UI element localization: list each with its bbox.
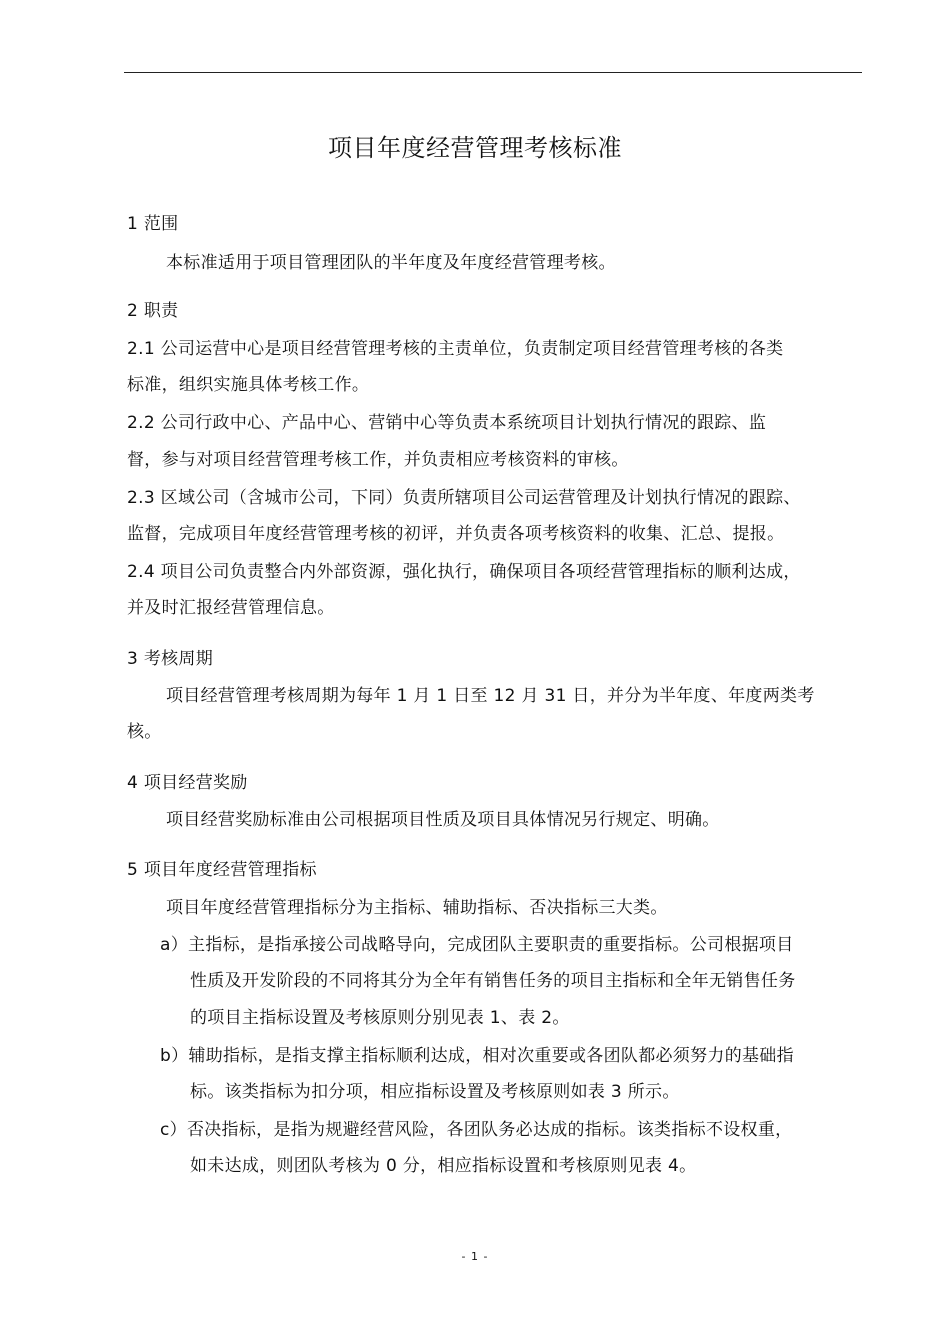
section-2-heading: 2 职责 xyxy=(127,301,179,321)
section-4-paragraph: 项目经营奖励标准由公司根据项目性质及项目具体情况另行规定、明确。 xyxy=(166,810,720,830)
document-title: 项目年度经营管理考核标准 xyxy=(328,134,622,162)
section-2-1-line-2: 标准，组织实施具体考核工作。 xyxy=(127,375,370,395)
section-5-heading: 5 项目年度经营管理指标 xyxy=(127,860,317,880)
item-b-line-1: b）辅助指标，是指支撑主指标顺利达成，相对次重要或各团队都必须努力的基础指 xyxy=(160,1046,794,1066)
section-3-heading: 3 考核周期 xyxy=(127,649,214,669)
item-b-line-2: 标。该类指标为扣分项，相应指标设置及考核原则如表 3 所示。 xyxy=(190,1082,680,1102)
section-2-2-line-1: 2.2 公司行政中心、产品中心、营销中心等负责本系统项目计划执行情况的跟踪、监 xyxy=(127,413,767,433)
section-2-2-line-2: 督，参与对项目经营管理考核工作，并负责相应考核资料的审核。 xyxy=(127,450,629,470)
section-2-3-line-1: 2.3 区域公司（含城市公司，下同）负责所辖项目公司运营管理及计划执行情况的跟踪、 xyxy=(127,488,801,508)
item-a-line-1: a）主指标，是指承接公司战略导向，完成团队主要职责的重要指标。公司根据项目 xyxy=(160,935,794,955)
item-c-line-1: c）否决指标，是指为规避经营风险，各团队务必达成的指标。该类指标不设权重， xyxy=(160,1120,793,1140)
item-c-line-2: 如未达成，则团队考核为 0 分，相应指标设置和考核原则见表 4。 xyxy=(190,1156,697,1176)
section-2-4-line-1: 2.4 项目公司负责整合内外部资源，强化执行，确保项目各项经营管理指标的顺利达成， xyxy=(127,562,801,582)
item-a-line-2: 性质及开发阶段的不同将其分为全年有销售任务的项目主指标和全年无销售任务 xyxy=(190,971,796,991)
page-number: - 1 - xyxy=(461,1250,489,1263)
section-1-heading: 1 范围 xyxy=(127,214,179,234)
section-5-intro: 项目年度经营管理指标分为主指标、辅助指标、否决指标三大类。 xyxy=(166,898,668,918)
section-2-4-line-2: 并及时汇报经营管理信息。 xyxy=(127,598,335,618)
item-a-line-3: 的项目主指标设置及考核原则分别见表 1、表 2。 xyxy=(190,1008,570,1028)
section-3-line-2: 核。 xyxy=(127,722,162,742)
section-1-paragraph: 本标准适用于项目管理团队的半年度及年度经营管理考核。 xyxy=(166,253,616,273)
section-4-heading: 4 项目经营奖励 xyxy=(127,773,248,793)
section-3-line-1: 项目经营管理考核周期为每年 1 月 1 日至 12 月 31 日，并分为半年度、年度两类考 xyxy=(166,686,815,706)
section-2-1-line-1: 2.1 公司运营中心是项目经营管理考核的主责单位，负责制定项目经营管理考核的各类 xyxy=(127,339,784,359)
header-rule xyxy=(124,72,862,73)
section-2-3-line-2: 监督，完成项目年度经营管理考核的初评，并负责各项考核资料的收集、汇总、提报。 xyxy=(127,524,785,544)
